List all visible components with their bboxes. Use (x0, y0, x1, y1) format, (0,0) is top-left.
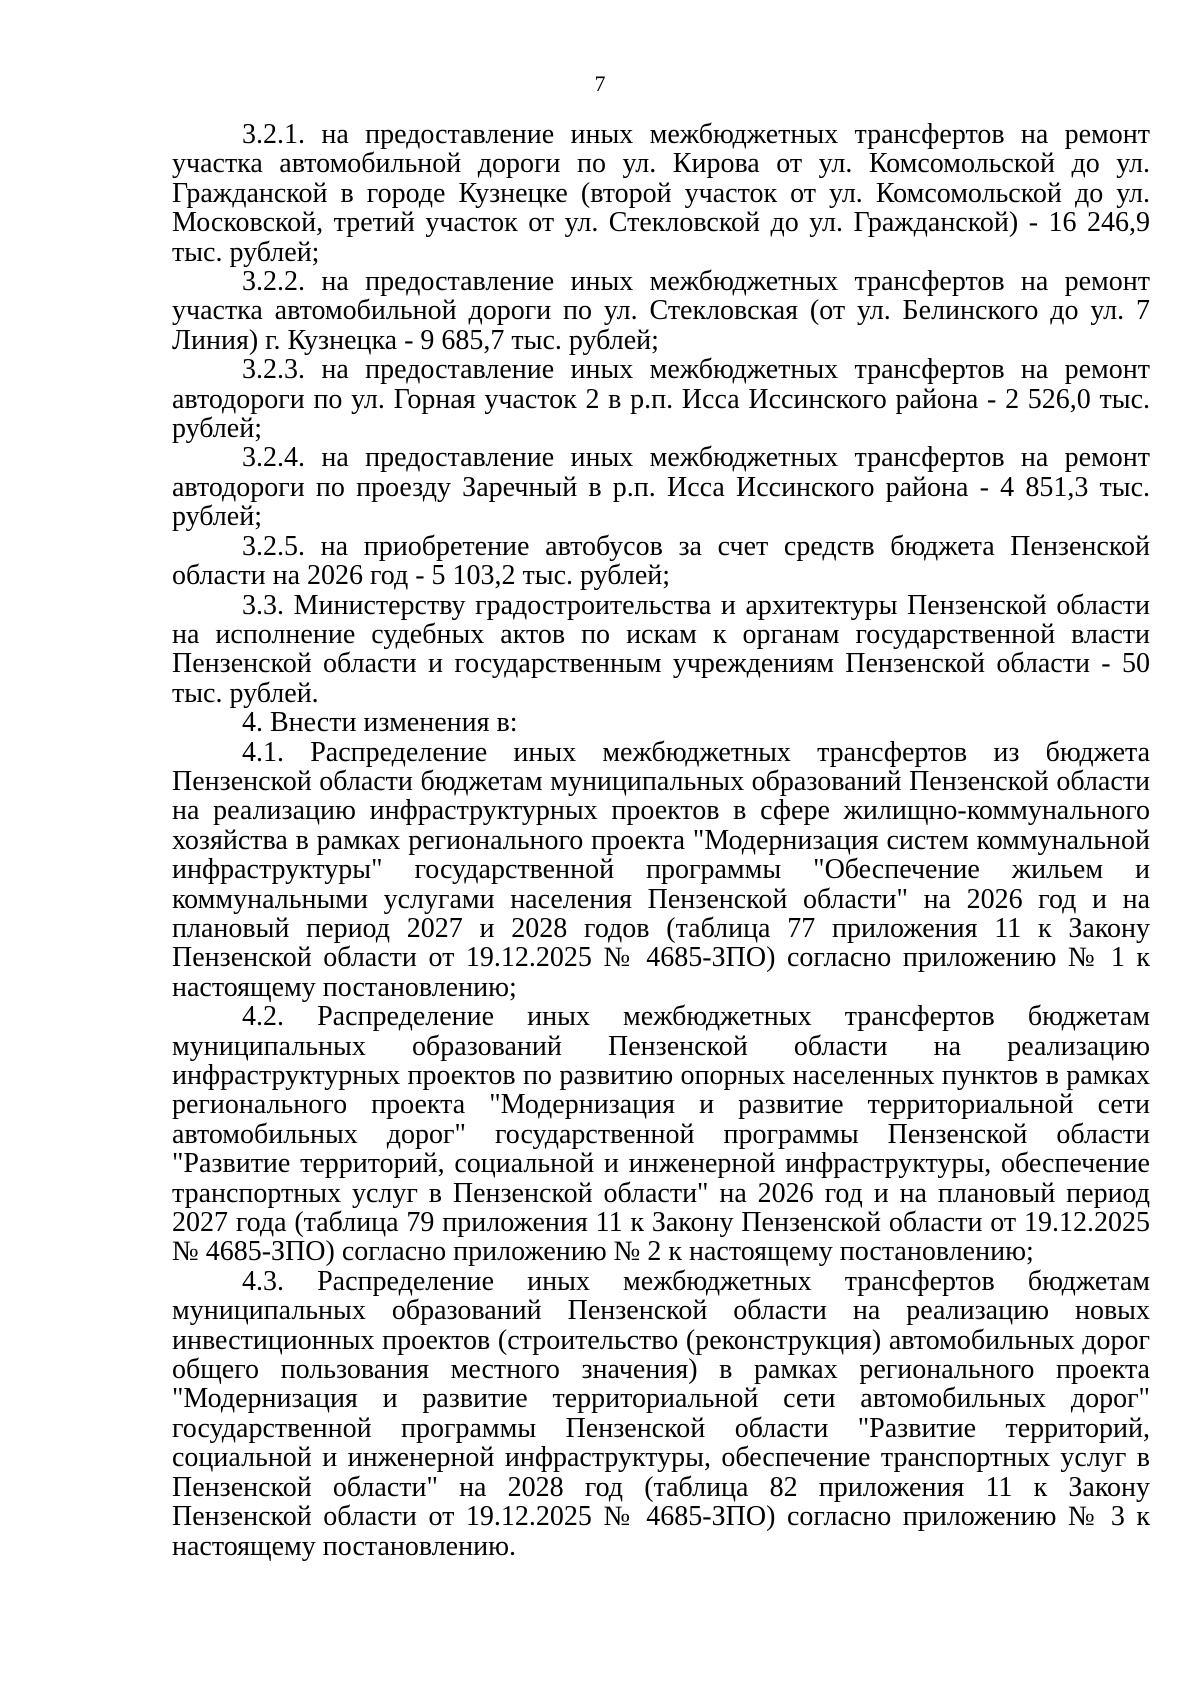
paragraph-4-1: 4.1. Распределение иных межбюджетных трансфертов из бюджета Пензенской области бюджетам муниципальных образований Пензенской области на реализацию инфраструктурных проектов в сфере жилищно-коммунального хозяйства в рамках регионального проекта "Модернизация систем коммунальной инфраструктуры" государственной программы "Обеспечение жильем и коммунальными услугами населения Пензенской области" на 2026 год и на плановый период 2027 и 2028 годов (таблица 77 приложения 11 к Закону Пензенской области от 19.12.2025 № 4685-ЗПО) согласно приложению № 1 к настоящему постановлению; (172, 736, 1150, 1003)
paragraph-3-2-5: 3.2.5. на приобретение автобусов за счет средств бюджета Пензенской области на 2026 год - 5 103,2 тыс. рублей; (172, 530, 1150, 592)
paragraph-3-2-4: 3.2.4. на предоставление иных межбюджетных трансфертов на ремонт автодороги по проезду Заречный в р.п. Исса Иссинского района - 4 851,3 тыс. рублей; (172, 442, 1150, 533)
page-number: 7 (594, 71, 606, 96)
document-body (172, 120, 1150, 1561)
paragraph-3-2-2: 3.2.2. на предоставление иных межбюджетных трансфертов на ремонт участка автомобильной дороги по ул. Стекловская (от ул. Белинского до ул. 7 Линия) г. Кузнецка - 9 685,7 тыс. рублей; (172, 266, 1150, 356)
paragraph-4-2: 4.2. Распределение иных межбюджетных трансфертов бюджетам муниципальных образований Пензенской области на реализацию инфраструктурных проектов по развитию опорных населенных пунктов в рамках регионального проекта "Модернизация и развитие территориальной сети автомобильных дорог" государственной программы Пензенской области "Развитие территорий, социальной и инженерной инфраструктуры, обеспечение транспортных услуг в Пензенской области" на 2026 год и на плановый период 2027 года (таблица 79 приложения 11 к Закону Пензенской области от 19.12.2025 № 4685-ЗПО) согласно приложению № 2 к настоящему постановлению; (172, 1001, 1150, 1268)
paragraph-4: 4. Внести изменения в: (242, 707, 518, 739)
paragraph-3-3: 3.3. Министерству градостроительства и архитектуры Пензенской области на исполнение судебных актов по искам к органам государственной власти Пензенской области и государственным учреждениям Пензенской области - 50 тыс. рублей. (172, 589, 1150, 709)
paragraph-3-2-3: 3.2.3. на предоставление иных межбюджетных трансфертов на ремонт автодороги по ул. Горная участок 2 в р.п. Исса Иссинского района - 2 526,0 тыс. рублей; (172, 354, 1150, 445)
paragraph-3-2-1: 3.2.1. на предоставление иных межбюджетных трансфертов на ремонт участка автомобильной дороги по ул. Кирова от ул. Комсомольской до ул. Гражданской в городе Кузнецке (второй участок от ул. Комсомольской до ул. Московской, третий участок от ул. Стекловской до ул. Гражданской) - 16 246,9 тыс. рублей; (172, 119, 1150, 268)
paragraph-4-3: 4.3. Распределение иных межбюджетных трансфертов бюджетам муниципальных образований Пензенской области на реализацию новых инвестиционных проектов (строительство (реконструкция) автомобильных дорог общего пользования местного значения) в рамках регионального проекта "Модернизация и развитие территориальной сети автомобильных дорог" государственной программы Пензенской области "Развитие территорий, социальной и инженерной инфраструктуры, обеспечение транспортных услуг в Пензенской области" на 2028 год (таблица 82 приложения 11 к Закону Пензенской области от 19.12.2025 № 4685-ЗПО) согласно приложению № 3 к настоящему постановлению. (172, 1265, 1150, 1562)
